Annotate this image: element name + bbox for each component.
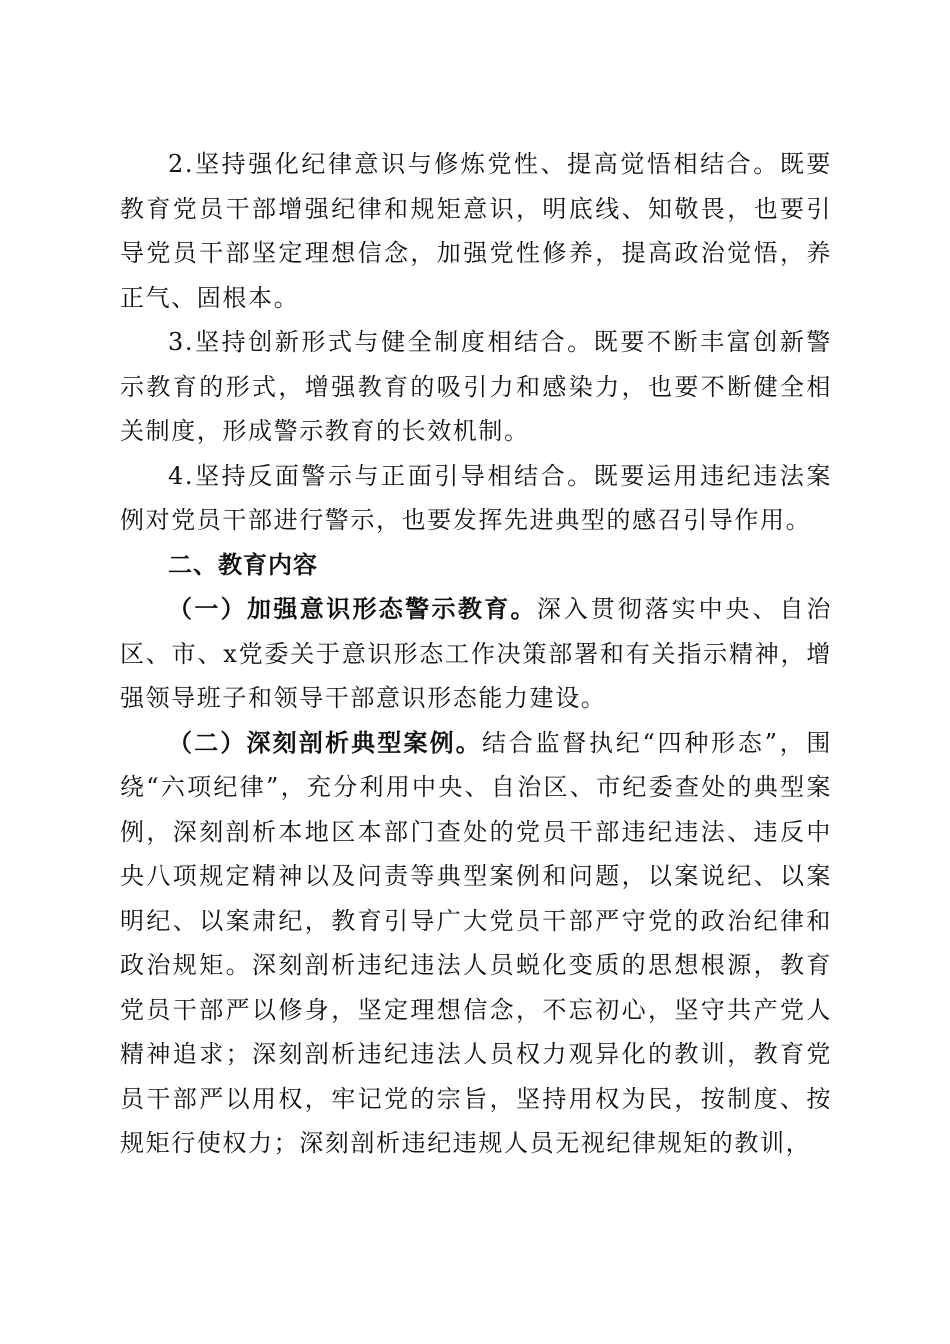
section-text: 结合监督执纪“四种形态”，围绕“六项纪律”，充分利用中央、自治区、市纪委查处的典型案例，深刻剖析本地区本部门查处的党员干部违纪违法、违反中央八项规定精神以及问责等典型案例和问题，以案说纪、以案明纪、以案肃纪，教育引导广大党员干部严守党的政治纪律和政治规矩。深刻剖析违纪违法人员蜕化变质的思想根源，教育党员干部严以修身，坚定理想信念，不忘初心，坚守共产党人精神追求；深刻剖析违纪违法人员权力观异化的教训，教育党员干部严以用权，牢记党的宗旨，坚持用权为民，按制度、按规矩行使权力；深刻剖析违纪违规人员无视纪律规矩的教训， [120, 728, 832, 1157]
content-section-2 [120, 721, 832, 1166]
document-body [120, 142, 832, 1166]
content-section-1 [120, 587, 832, 721]
section-text: 深入贯彻落实中央、自治区、市、x党委关于意识形态工作决策部署和有关指示精神，增强领导班子和领导干部意识形态能力建设。 [120, 595, 833, 712]
paragraph-text: 4.坚持反面警示与正面引导相结合。既要运用违纪违法案例对党员干部进行警示，也要发挥先进典型的感召引导作用。 [120, 461, 832, 534]
section-lead: （一）加强意识形态警示教育。 [168, 595, 537, 623]
section-heading: 二、教育内容 [168, 550, 318, 579]
paragraph-text: 2.坚持强化纪律意识与修炼党性、提高觉悟相结合。既要教育党员干部增强纪律和规矩意识，明底线、知敬畏，也要引导党员干部坚定理想信念，加强党性修养，提高政治觉悟，养正气、固根本。 [120, 150, 832, 312]
principle-paragraph-3 [120, 320, 832, 454]
principle-paragraph-4 [120, 454, 832, 543]
section-lead: （二）深刻剖析典型案例。 [168, 728, 482, 757]
paragraph-text: 3.坚持创新形式与健全制度相结合。既要不断丰富创新警示教育的形式，增强教育的吸引力和感染力，也要不断健全相关制度，形成警示教育的长效机制。 [120, 328, 832, 445]
principle-paragraph-2 [120, 142, 832, 320]
